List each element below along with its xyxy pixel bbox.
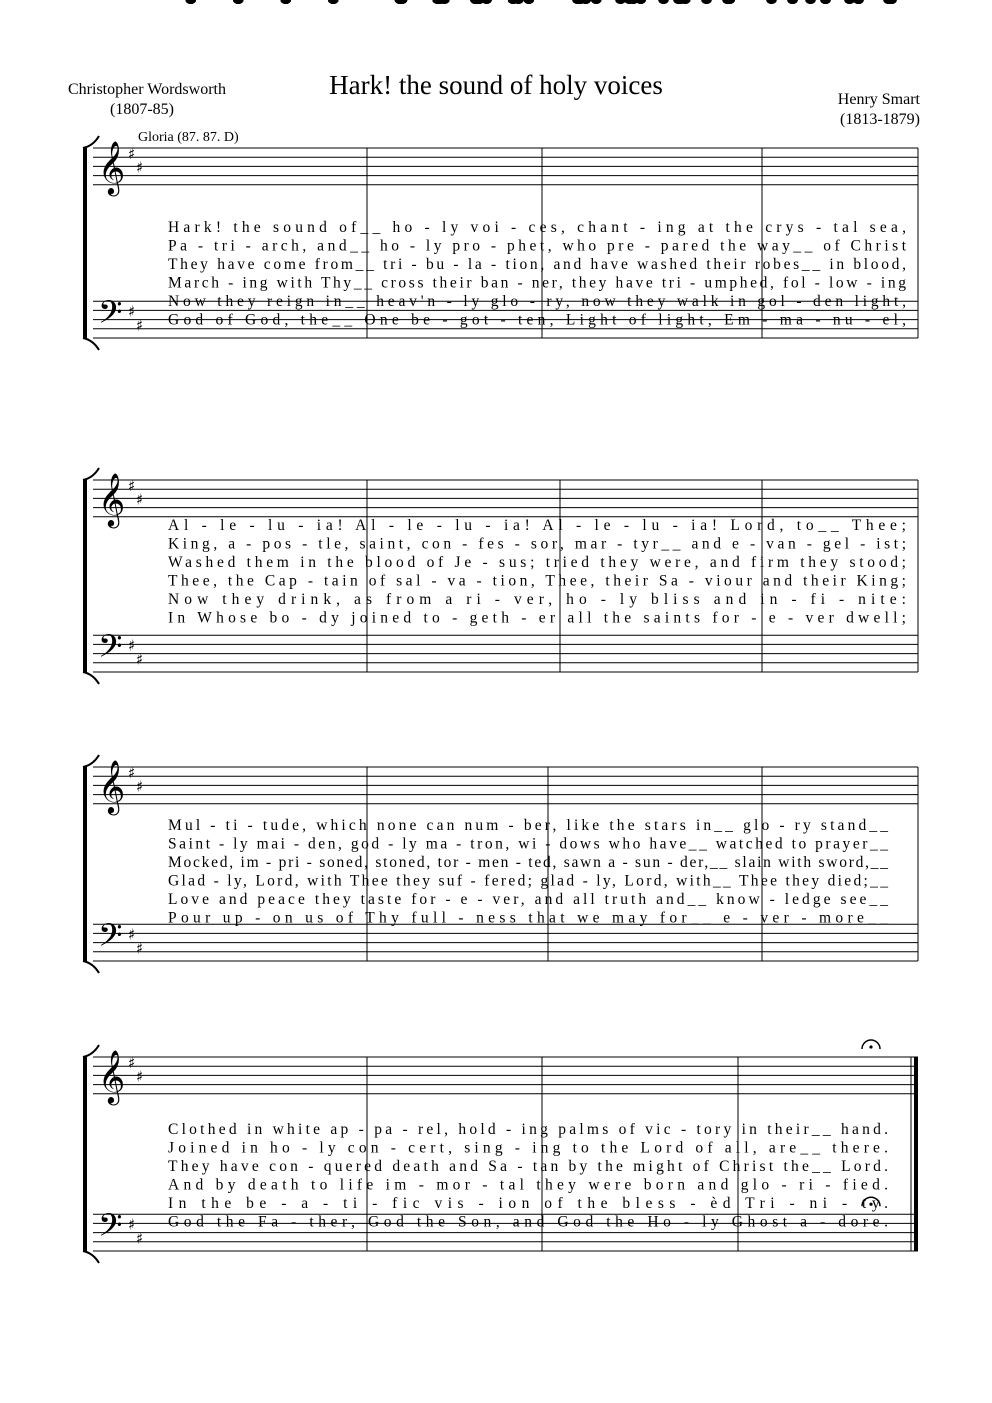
treble-clef-icon: 𝄞 bbox=[98, 139, 126, 194]
bracket-bottom-hook bbox=[83, 961, 99, 973]
bass-note bbox=[524, 0, 534, 4]
lyric-line: Thee, the Cap - tain of sal - va - tion, Thee, their Sa - viour and their King; bbox=[168, 572, 906, 590]
lyric-line: King, a - pos - tle, saint, con - fes - sor, mar - tyr__ and e - van - gel - ist; bbox=[168, 535, 907, 553]
bracket-top-hook bbox=[83, 136, 99, 148]
lyric-line: Hark! the sound of__ ho - ly voi - ces, chant - ing at the crys - tal sea, bbox=[168, 219, 906, 236]
bass-note bbox=[787, 0, 797, 4]
sharp-icon: ♯ bbox=[128, 302, 136, 321]
bracket-top-hook bbox=[83, 1045, 99, 1057]
sharp-icon: ♯ bbox=[136, 777, 144, 796]
bass-note bbox=[281, 0, 291, 4]
bass-note bbox=[233, 0, 243, 4]
tune-name: Gloria (87. 87. D) bbox=[138, 130, 239, 145]
bass-note bbox=[805, 0, 815, 4]
lyric-line: In Whose bo - dy joined to - geth - er all the saints for - e - ver dwell; bbox=[168, 609, 906, 627]
sharp-icon: ♯ bbox=[136, 316, 144, 335]
final-barline-thick bbox=[914, 1057, 918, 1251]
lyric-line: Clothed in white ap - pa - rel, hold - ing palms of vic - tory in their__ hand. bbox=[168, 1121, 889, 1138]
lyric-line: And by death to life im - mor - tal they were born and glo - ri - fied. bbox=[168, 1176, 888, 1194]
lyric-line: Washed them in the blood of Je - sus; tried they were, and firm they stood; bbox=[168, 554, 906, 571]
sharp-icon: ♯ bbox=[136, 939, 144, 958]
lyric-line: Pa - tri - arch, and__ ho - ly pro - phet, who pre - pared the way__ of Christ bbox=[168, 237, 907, 255]
lyric-line: In the be - a - ti - fic vis - ion of the bless - èd Tri - ni - ty. bbox=[168, 1195, 888, 1212]
composer-dates: (1813-1879) bbox=[840, 111, 920, 128]
fermata-dot bbox=[869, 1045, 872, 1048]
lyric-line: Now they drink, as from a ri - ver, ho - ly bliss and in - fi - nite: bbox=[168, 591, 906, 608]
sharp-icon: ♯ bbox=[128, 144, 136, 163]
bass-note bbox=[701, 0, 711, 4]
bracket-bottom-hook bbox=[83, 672, 99, 684]
bass-clef-icon: 𝄢 bbox=[98, 1206, 123, 1251]
bass-note bbox=[615, 0, 625, 4]
sharp-icon: ♯ bbox=[128, 636, 136, 655]
author-dates: (1807-85) bbox=[110, 101, 174, 118]
bass-note bbox=[766, 0, 776, 4]
sharp-icon: ♯ bbox=[128, 476, 136, 495]
system-bracket bbox=[83, 1057, 87, 1251]
bracket-top-hook bbox=[83, 468, 99, 480]
sharp-icon: ♯ bbox=[136, 1229, 144, 1248]
sharp-icon: ♯ bbox=[128, 925, 136, 944]
sharp-icon: ♯ bbox=[136, 650, 144, 669]
sharp-icon: ♯ bbox=[136, 1067, 144, 1086]
sharp-icon: ♯ bbox=[136, 490, 144, 509]
sharp-icon: ♯ bbox=[128, 1215, 136, 1234]
sharp-icon: ♯ bbox=[128, 1053, 136, 1072]
bass-note bbox=[658, 0, 668, 4]
treble-clef-icon: 𝄞 bbox=[98, 471, 126, 526]
bass-note bbox=[328, 0, 338, 4]
lyric-line: Pour up - on us of Thy full - ness that we may for__ e - ver - more__ bbox=[168, 909, 888, 927]
sharp-icon: ♯ bbox=[128, 763, 136, 782]
lyric-line: Mul - ti - tude, which none can num - ber, like the stars in__ glo - ry stand__ bbox=[168, 817, 889, 834]
bracket-bottom-hook bbox=[83, 1251, 99, 1263]
bass-clef-icon: 𝄢 bbox=[98, 916, 123, 961]
bracket-bottom-hook bbox=[83, 338, 99, 350]
lyric-line: Joined in ho - ly con - cert, sing - ing to the Lord of all, are__ there. bbox=[168, 1139, 888, 1157]
system-bracket bbox=[83, 148, 87, 338]
lyric-line: Now they reign in__ heav'n - ly glo - ry, now they walk in gol - den light, bbox=[168, 293, 906, 310]
lyric-line: Saint - ly mai - den, god - ly ma - tron, wi - dows who have__ watched to prayer__ bbox=[168, 835, 888, 853]
bass-note bbox=[186, 0, 196, 4]
lyric-line: God the Fa - ther, God the Son, and God the Ho - ly Ghost a - dore. bbox=[168, 1213, 888, 1231]
composer-name: Henry Smart bbox=[837, 91, 920, 108]
lyric-line: Love and peace they taste for - e - ver, and all truth and__ know - ledge see__ bbox=[168, 891, 889, 908]
lyric-line: They have con - quered death and Sa - tan by the might of Christ the__ Lord. bbox=[168, 1158, 889, 1175]
lyric-line: Mocked, im - pri - soned, stoned, tor - men - ted, sawn a - sun - der,__ slain with sword,__ bbox=[168, 854, 889, 871]
lyric-line: God of God, the__ One be - got - ten, Light of light, Em - ma - nu - el, bbox=[168, 311, 907, 329]
sharp-icon: ♯ bbox=[136, 158, 144, 177]
bass-note bbox=[820, 0, 830, 4]
bass-note bbox=[844, 0, 854, 4]
hymn-title: Hark! the sound of holy voices bbox=[329, 70, 663, 100]
lyric-line: Glad - ly, Lord, with Thee they suf - fered; glad - ly, Lord, with__ Thee they died;__ bbox=[168, 872, 888, 890]
treble-clef-icon: 𝄞 bbox=[98, 1048, 126, 1103]
author-name: Christopher Wordsworth bbox=[68, 81, 226, 98]
lyric-line: They have come from__ tri - bu - la - tion, and have washed their robes__ in blood, bbox=[168, 256, 907, 273]
system-bracket bbox=[83, 767, 87, 961]
bass-note bbox=[591, 0, 601, 4]
bracket-top-hook bbox=[83, 755, 99, 767]
bass-note bbox=[853, 0, 863, 4]
treble-clef-icon: 𝄞 bbox=[98, 758, 126, 813]
lyric-line: March - ing with Thy__ cross their ban - ner, they have tri - umphed, fol - low - ing bbox=[168, 274, 906, 292]
system-bracket bbox=[83, 480, 87, 672]
lyric-line: Al - le - lu - ia! Al - le - lu - ia! Al - le - lu - ia! Lord, to__ Thee; bbox=[168, 517, 906, 534]
bass-clef-icon: 𝄢 bbox=[98, 293, 123, 338]
bass-clef-icon: 𝄢 bbox=[98, 627, 123, 672]
